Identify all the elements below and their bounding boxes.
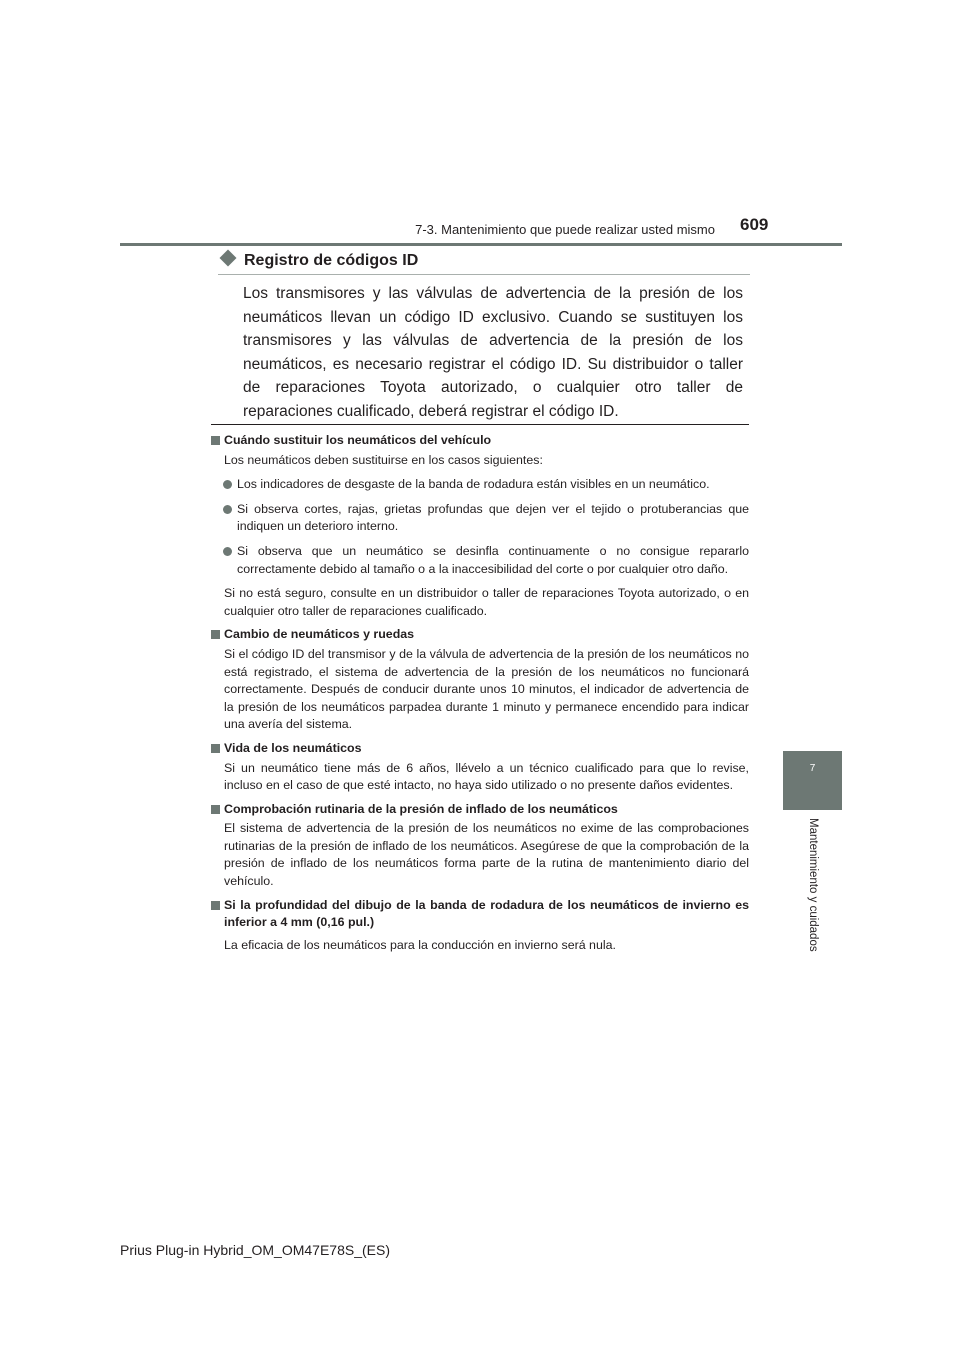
page-number: 609 bbox=[740, 215, 769, 234]
document-footer: Prius Plug-in Hybrid_OM_OM47E78S_(ES) bbox=[120, 1242, 390, 1258]
note-heading-replace: Cuándo sustituir los neumáticos del vehículo bbox=[211, 432, 749, 450]
list-item: Si observa que un neumático se desinfla continuamente o no consigue repararlo correctamente debido al tamaño o a la inaccesibilidad del corte o por cualquier otro daño. bbox=[211, 543, 749, 578]
subsection-body: Los transmisores y las válvulas de advertencia de la presión de los neumáticos llevan un código ID exclusivo. Cuando se sustituyen los transmisores y las válvulas de advertencia de la presión de los neumáticos, es necesario registrar el código ID. Su distribuidor o taller de reparaciones Toyota autorizado, o cualquier otro taller de reparaciones cualificado, deberá registrar el código ID. bbox=[243, 285, 743, 420]
chapter-number: 7 bbox=[809, 763, 816, 774]
note-body-routine: El sistema de advertencia de la presión de los neumáticos no exime de las comprobaciones rutinarias de la presión de inflado de los neumáticos. Asegúrese de que la comprobación de la presión de inflado de los neumáticos forma parte de la rutina de mantenimiento diario del vehículo. bbox=[224, 821, 749, 889]
subsection-title bbox=[218, 252, 750, 270]
running-header: 7-3. Mantenimiento que puede realizar usted mismo bbox=[415, 222, 715, 237]
section-divider bbox=[211, 424, 749, 425]
subsection-title-text: Registro de códigos ID bbox=[244, 252, 419, 269]
note-body-winter: La eficacia de los neumáticos para la conducción en invierno será nula. bbox=[224, 937, 616, 952]
note-heading-change: Cambio de neumáticos y ruedas bbox=[211, 626, 749, 644]
note-intro-replace: Los neumáticos deben sustituirse en los casos siguientes: bbox=[224, 452, 543, 467]
chapter-tab bbox=[783, 751, 842, 810]
note-closing-replace: Si no está seguro, consulte en un distribuidor o taller de reparaciones Toyota autorizado, o en cualquier otro taller de reparaciones cualificado. bbox=[224, 586, 749, 618]
note-body-life: Si un neumático tiene más de 6 años, llévelo a un técnico cualificado para que lo revise, incluso en el caso de que esté intacto, no haya sido utilizado o no presente daños evidentes. bbox=[224, 760, 749, 793]
circle-bullet-icon bbox=[223, 547, 232, 556]
square-bullet-icon bbox=[211, 901, 220, 910]
note-body-change: Si el código ID del transmisor y de la válvula de advertencia de la presión de los neumáticos no está registrado, el sistema de advertencia de la presión de los neumáticos no funcionará correctamente. Después de conducir durante unos 10 minutos, el indicador de advertencia de la presión de los neumáticos parpadea durante 1 minuto y permanece encendido para indicar una avería del sistema. bbox=[224, 646, 749, 732]
chapter-title: Mantenimiento y cuidados bbox=[807, 818, 819, 952]
square-bullet-icon bbox=[211, 436, 220, 445]
note-heading-life: Vida de los neumáticos bbox=[211, 740, 749, 758]
circle-bullet-icon bbox=[223, 505, 232, 514]
square-bullet-icon bbox=[211, 744, 220, 753]
square-bullet-icon bbox=[211, 805, 220, 814]
list-item: Si observa cortes, rajas, grietas profundas que dejen ver el tejido o protuberancias que indiquen un deterioro interno. bbox=[211, 501, 749, 536]
notes-section bbox=[211, 432, 749, 954]
subsection-rule bbox=[218, 274, 750, 275]
header-rule bbox=[120, 243, 842, 246]
square-bullet-icon bbox=[211, 630, 220, 639]
circle-bullet-icon bbox=[223, 480, 232, 489]
list-item: Los indicadores de desgaste de la banda de rodadura están visibles en un neumático. bbox=[211, 476, 749, 494]
diamond-icon bbox=[220, 250, 237, 267]
note-heading-winter: Si la profundidad del dibujo de la banda de rodadura de los neumáticos de invierno es inferior a 4 mm (0,16 pul.) bbox=[211, 897, 749, 932]
note-heading-routine: Comprobación rutinaria de la presión de inflado de los neumáticos bbox=[211, 801, 749, 819]
